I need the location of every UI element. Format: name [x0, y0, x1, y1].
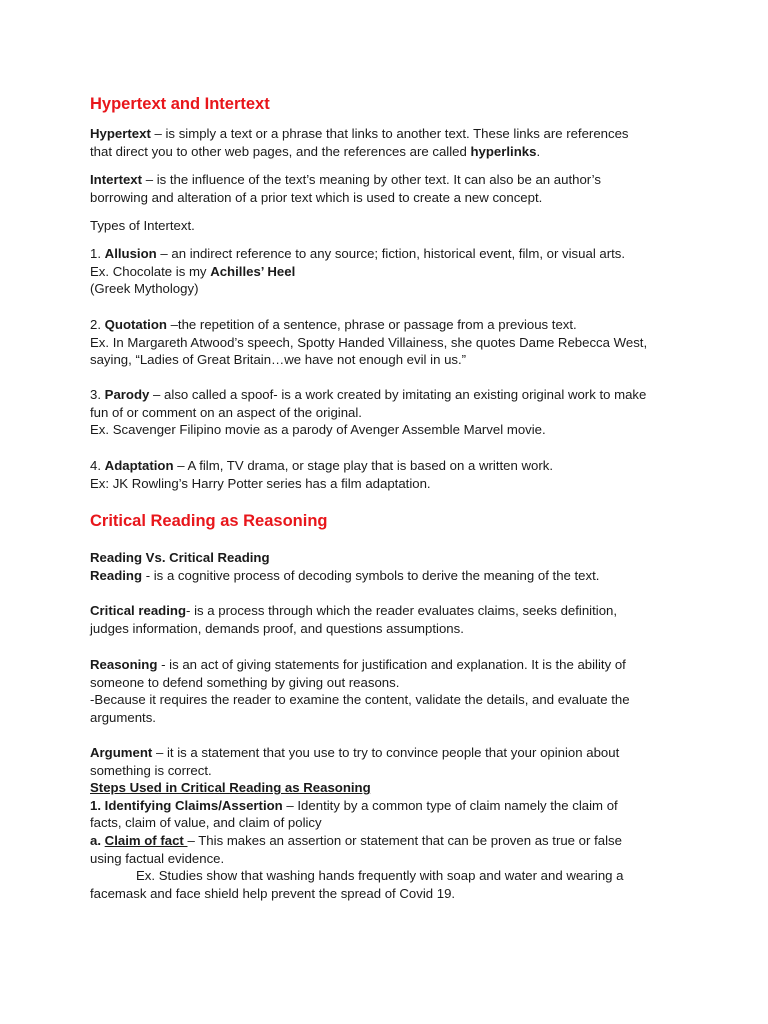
hypertext-term: Hypertext: [90, 126, 151, 141]
reasoning-definition: Reasoning - is an act of giving statements for justification and explanation. It is the ability of someone to defend something by giving out reasons. -Because it requires the reader to examine the content, validate the details, and evaluate the arguments.: [90, 657, 630, 725]
reading-definition: Reading Vs. Critical Reading Reading - is a cognitive process of decoding symbols to derive the meaning of the text.: [90, 550, 600, 583]
section-title-critical-reading: Critical Reading as Reasoning: [90, 512, 328, 530]
parody-item: 3. Parody – also called a spoof- is a work created by imitating an existing original work to make fun of or comment on an aspect of the original. Ex. Scavenger Filipino movie as a parody of Avenger Assemble Marvel movie.: [90, 387, 647, 438]
types-of-intertext: Types of Intertext.: [90, 218, 195, 233]
critical-reading-definition: Critical reading- is a process through which the reader evaluates claims, seeks definition, judges information, demands proof, and questions assumptions.: [90, 603, 618, 636]
argument-definition: Argument – it is a statement that you use to try to convince people that your opinion about something is correct. Steps Used in Critical Reading as Reasoning 1. Identifying Claims/Assertion – Identity by a common type of claim namely the claim of facts, claim of value, and claim of policy a. Claim of fact – This makes an assertion or statement that can be proven as true or false using factual evidence. Ex. Studies show that washing hands frequently with soap and water and wearing a facemask and face shield help prevent the spread of Covid 19.: [90, 745, 624, 901]
quotation-item: 2. Quotation –the repetition of a sentence, phrase or passage from a previous text. Ex. In Margareth Atwood’s speech, Spotty Handed Villainess, she quotes Dame Rebecca West, saying, “Ladies of Great Britain…we have not enough evil in us.”: [90, 317, 648, 368]
hypertext-definition: Hypertext – is simply a text or a phrase that links to another text. These links are references that direct you to other web pages, and the references are called hyperlinks.: [90, 126, 629, 159]
section-title-hypertext-intertext: Hypertext and Intertext: [90, 95, 270, 113]
allusion-item: 1. Allusion – an indirect reference to any source; fiction, historical event, film, or visual arts. Ex. Chocolate is my Achilles’ Heel (Greek Mythology): [90, 246, 626, 297]
hyperlinks-term: hyperlinks: [470, 143, 537, 159]
claim-of-fact-term: Claim of fact: [104, 832, 188, 848]
intertext-definition: Intertext – is the influence of the text’s meaning by other text. It can also be an author’s borrowing and alteration of a prior text which is used to create a new concept.: [90, 172, 601, 205]
steps-heading: Steps Used in Critical Reading as Reasoning: [90, 780, 371, 796]
intertext-term: Intertext: [90, 172, 143, 187]
reading-vs-critical-heading: Reading Vs. Critical Reading: [90, 550, 270, 565]
adaptation-item: 4. Adaptation – A film, TV drama, or stage play that is based on a written work. Ex: JK Rowling’s Harry Potter series has a film adaptation.: [90, 458, 553, 491]
